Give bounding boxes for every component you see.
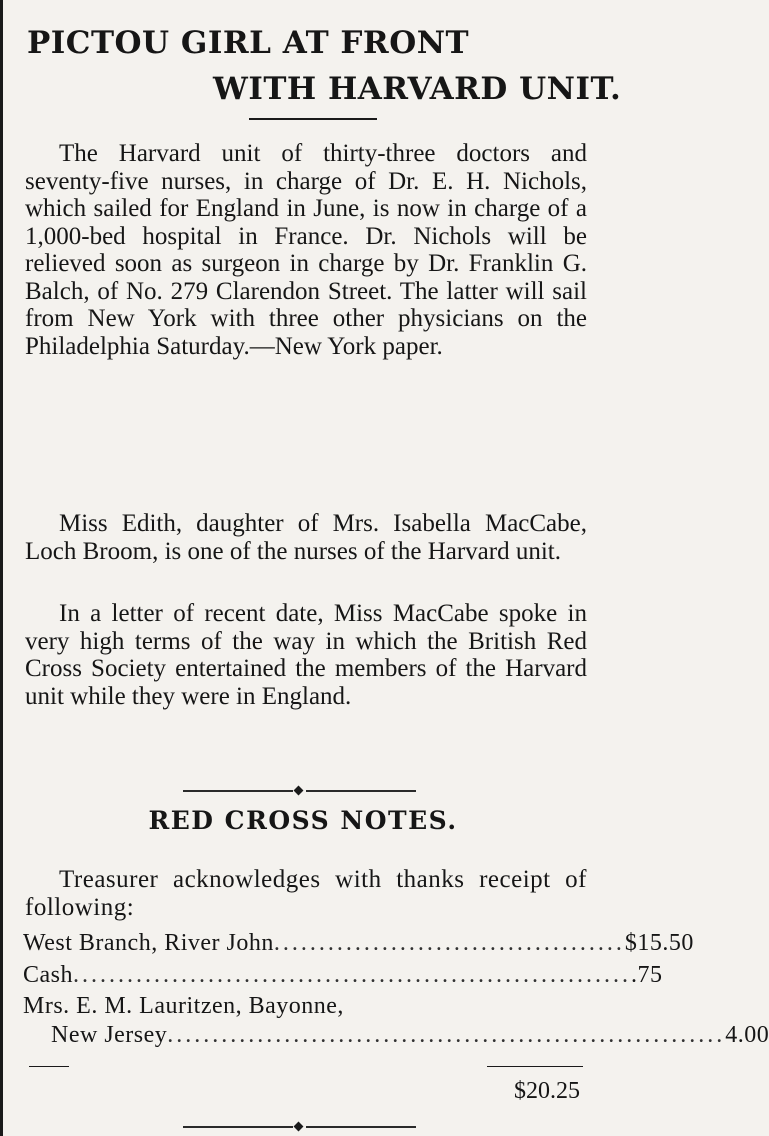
dot-leader: ....................................... — [273, 930, 625, 956]
donation-row — [23, 930, 694, 957]
dot-leader: .............................................................. — [167, 1022, 726, 1048]
section-divider-bottom-ornament — [294, 1122, 304, 1132]
section-divider-bottom-right — [306, 1126, 416, 1128]
donor-name: New Jersey — [51, 1022, 168, 1048]
section-divider-top-ornament — [294, 786, 304, 796]
donor-name: Mrs. E. M. Lauritzen, Bayonne, — [23, 993, 344, 1019]
sum-rule-right — [487, 1066, 583, 1067]
section-divider-top-right — [306, 790, 416, 792]
headline-line-1: PICTOU GIRL AT FRONT — [27, 25, 470, 61]
donation-row — [23, 962, 663, 989]
article-paragraph-2: Miss Edith, daughter of Mrs. Isabella MacCabe, Loch Broom, is one of the nurses of the Harvard unit. — [25, 510, 587, 565]
sum-rule-left — [29, 1066, 69, 1067]
section-divider-bottom-left — [183, 1126, 293, 1128]
donation-amount: .75 — [631, 962, 663, 988]
donor-name: West Branch, River John — [23, 930, 274, 956]
donor-name: Cash — [23, 962, 73, 988]
section-divider-top-left — [183, 790, 293, 792]
headline-rule — [249, 118, 377, 120]
treasurer-intro: Treasurer acknowledges with thanks receipt of following: — [25, 866, 587, 921]
donation-amount: 4.00 — [725, 1022, 769, 1048]
headline-line-2: WITH HARVARD UNIT. — [213, 71, 622, 107]
article-paragraph-1: The Harvard unit of thirty-three doctors and seventy-five nurses, in charge of Dr. E. H. Nichols, which sailed for England in June, is now in charge of a 1,000-bed hospital in France. Dr. Nichols will be relieved soon as surgeon in charge by Dr. Franklin G. Balch, of No. 279 Clarendon Street. The latter will sail from New York with three other physicians on the Philadelphia Saturday.—New York paper. — [25, 140, 587, 360]
article-paragraph-3: In a letter of recent date, Miss MacCabe spoke in very high terms of the way in which the British Red Cross Society entertained the members of the Harvard unit while they were in England. — [25, 600, 587, 710]
dot-leader: .............................................................. — [73, 962, 631, 988]
donation-row — [51, 1022, 769, 1049]
donation-amount: $15.50 — [624, 930, 694, 956]
donation-row — [23, 993, 583, 1020]
red-cross-notes-heading: RED CROSS NOTES. — [148, 806, 458, 835]
total-amount: $20.25 — [514, 1078, 580, 1104]
